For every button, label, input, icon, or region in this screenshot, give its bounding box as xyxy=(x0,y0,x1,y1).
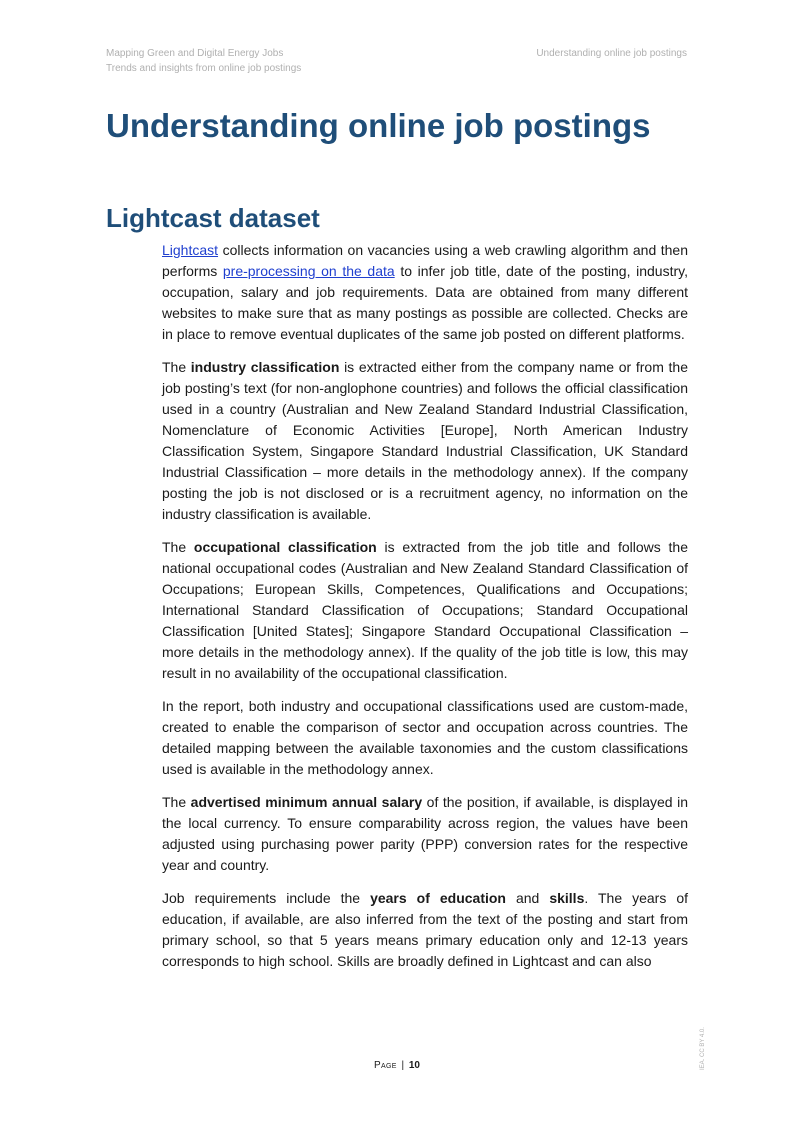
running-header-left xyxy=(106,46,301,76)
term-industry-classification: industry classification xyxy=(190,359,340,375)
paragraph-custom-classifications: In the report, both industry and occupational classifications used are custom-made, created to enable the comparison of sector and occupation across countries. The detailed mapping between the available taxonomies and the custom classifications used is available in the methodology annex. xyxy=(162,698,688,777)
term-occupational-classification: occupational classification xyxy=(193,539,377,555)
paragraph-industry-classification: The industry classification is extracted either from the company name or from the job posting’s text (for non-anglophone countries) and follows the official classification used in a country (Australian and New Zealand Standard Industrial Classification, Nomenclature of Economic Activities [Europe], North American Industry Classification System, Singapore Standard Industrial Classification, UK Standard Industrial Classification – more details in the methodology annex). If the company posting the job is not disclosed or is a recruitment agency, no information on the industry classification is available. xyxy=(162,359,689,522)
paragraph-lightcast-intro: Lightcast collects information on vacancies using a web crawling algorithm and then performs pre-processing on the data to infer job title, date of the posting, industry, occupation, salary and job requirements. Data are obtained from many different websites to make sure that as many postings as possible are collected. Checks are in place to remove eventual duplicates of the same job posted on different platforms. xyxy=(162,242,688,342)
lightcast-link[interactable]: Lightcast xyxy=(162,242,219,258)
pre-processing-link[interactable]: pre-processing on the data xyxy=(222,263,395,279)
copyright-notice: IEA. CC BY 4.0. xyxy=(700,1027,706,1070)
page-footer xyxy=(0,1060,794,1071)
term-years-of-education: years of education xyxy=(370,890,506,906)
page-title: Understanding online job postings xyxy=(106,107,651,144)
term-minimum-salary: advertised minimum annual salary xyxy=(190,794,423,810)
header-report-title: Mapping Green and Digital Energy Jobs xyxy=(106,48,284,59)
section-body xyxy=(162,240,688,984)
paragraph-salary: The advertised minimum annual salary of the position, if available, is displayed in the local currency. To ensure comparability across region, the values have been adjusted using purchasing power parity (PPP) conversion rates for the respective year and country. xyxy=(162,794,689,873)
paragraph-occupational-classification: The occupational classification is extracted from the job title and follows the national occupational codes (Australian and New Zealand Standard Classification of Occupations; European Skills, Competences, Qualifications and Occupations; International Standard Classification of Occupations; Standard Occupational Classification [United States]; Singapore Standard Occupational Classification – more details in the methodology annex). If the quality of the job title is low, this may result in no availability of the occupational classification. xyxy=(162,539,688,681)
page-label: Page xyxy=(374,1060,397,1071)
header-report-subtitle: Trends and insights from online job postings xyxy=(106,63,302,74)
section-heading: Lightcast dataset xyxy=(106,203,320,233)
term-skills: skills xyxy=(549,890,585,906)
page-separator: | xyxy=(401,1060,405,1071)
page-number: 10 xyxy=(408,1060,420,1071)
paragraph-job-requirements: Job requirements include the years of education and skills. The years of education, if available, are also inferred from the text of the posting and start from primary school, so that 5 years means primary education only and 12-13 years corresponds to high school. Skills are broadly defined in Lightcast and can also xyxy=(162,890,689,969)
header-chapter-title: Understanding online job postings xyxy=(536,48,687,59)
